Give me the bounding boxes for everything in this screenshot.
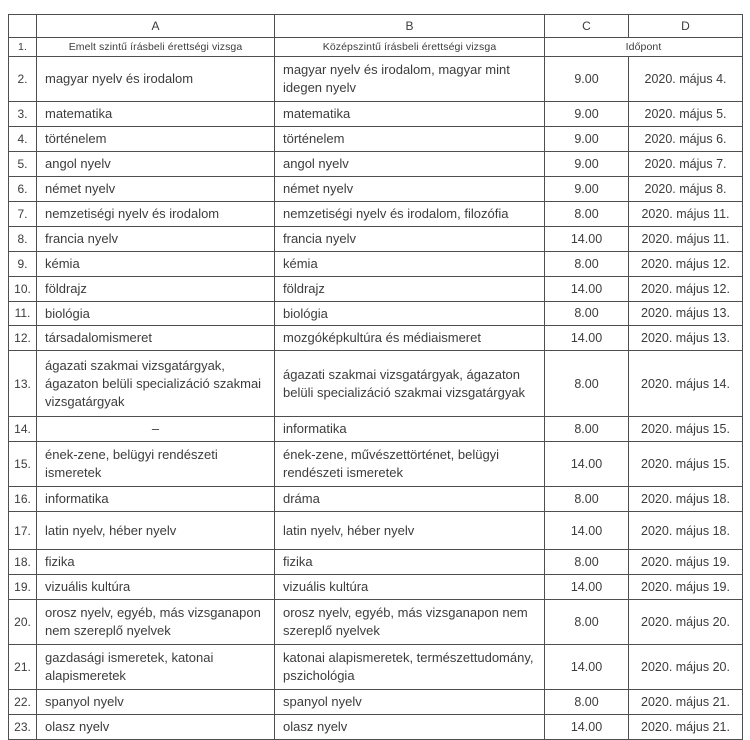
date-cell: 2020. május 4.	[629, 57, 743, 102]
time-cell: 14.00	[545, 512, 629, 550]
emelt-subject-cell: orosz nyelv, egyéb, más vizsganapon nem szereplő nyelvek	[37, 600, 275, 645]
exam-schedule-table	[8, 14, 743, 740]
date-cell: 2020. május 19.	[629, 550, 743, 575]
row-number: 20.	[9, 600, 37, 645]
kozep-subject-cell: fizika	[275, 550, 545, 575]
emelt-subject-cell: matematika	[37, 102, 275, 127]
date-cell: 2020. május 14.	[629, 351, 743, 417]
time-cell: 8.00	[545, 487, 629, 512]
table-row	[9, 326, 743, 351]
kozep-subject-cell: német nyelv	[275, 176, 545, 201]
column-letter-b: B	[275, 15, 545, 38]
row-number: 12.	[9, 326, 37, 351]
kozep-subject-cell: orosz nyelv, egyéb, más vizsganapon nem szereplő nyelvek	[275, 600, 545, 645]
emelt-subject-cell: ágazati szakmai vizsgatárgyak, ágazaton belüli specializáció szakmai vizsgatárgyak	[37, 351, 275, 417]
date-cell: 2020. május 12.	[629, 251, 743, 276]
kozep-subject-cell: matematika	[275, 102, 545, 127]
table-row	[9, 715, 743, 740]
emelt-subject-cell: biológia	[37, 301, 275, 326]
time-cell: 14.00	[545, 442, 629, 487]
kozep-subject-cell: ének-zene, művészettörténet, belügyi rendészeti ismeretek	[275, 442, 545, 487]
date-cell: 2020. május 13.	[629, 326, 743, 351]
row-number: 4.	[9, 126, 37, 151]
row-number: 18.	[9, 550, 37, 575]
date-cell: 2020. május 11.	[629, 201, 743, 226]
table-row	[9, 442, 743, 487]
table-row	[9, 176, 743, 201]
table-row	[9, 550, 743, 575]
time-cell: 9.00	[545, 151, 629, 176]
date-cell: 2020. május 15.	[629, 442, 743, 487]
emelt-subject-cell: kémia	[37, 251, 275, 276]
row-number: 15.	[9, 442, 37, 487]
emelt-subject-cell: társadalomismeret	[37, 326, 275, 351]
table-body	[9, 57, 743, 740]
row-number: 22.	[9, 690, 37, 715]
table-row	[9, 276, 743, 301]
kozep-subject-cell: informatika	[275, 417, 545, 442]
date-cell: 2020. május 5.	[629, 102, 743, 127]
row-number: 5.	[9, 151, 37, 176]
time-cell: 8.00	[545, 690, 629, 715]
row-number: 8.	[9, 226, 37, 251]
row-number: 6.	[9, 176, 37, 201]
kozep-subject-cell: történelem	[275, 126, 545, 151]
date-cell: 2020. május 18.	[629, 487, 743, 512]
row-number: 14.	[9, 417, 37, 442]
kozep-subject-cell: nemzetiségi nyelv és irodalom, filozófia	[275, 201, 545, 226]
table-row	[9, 251, 743, 276]
emelt-subject-cell: –	[37, 417, 275, 442]
time-cell: 8.00	[545, 201, 629, 226]
emelt-subject-cell: ének-zene, belügyi rendészeti ismeretek	[37, 442, 275, 487]
emelt-subject-cell: földrajz	[37, 276, 275, 301]
row-number: 9.	[9, 251, 37, 276]
time-cell: 14.00	[545, 226, 629, 251]
row-number: 10.	[9, 276, 37, 301]
emelt-subject-cell: angol nyelv	[37, 151, 275, 176]
emelt-subject-cell: vizuális kultúra	[37, 575, 275, 600]
table-row	[9, 690, 743, 715]
row-number: 2.	[9, 57, 37, 102]
time-cell: 14.00	[545, 276, 629, 301]
table-row	[9, 226, 743, 251]
header-idopont: Időpont	[545, 38, 743, 57]
table-row	[9, 57, 743, 102]
date-cell: 2020. május 21.	[629, 715, 743, 740]
column-letter-a: A	[37, 15, 275, 38]
date-cell: 2020. május 18.	[629, 512, 743, 550]
date-cell: 2020. május 19.	[629, 575, 743, 600]
row-number: 21.	[9, 645, 37, 690]
kozep-subject-cell: ágazati szakmai vizsgatárgyak, ágazaton belüli specializáció szakmai vizsgatárgyak	[275, 351, 545, 417]
time-cell: 9.00	[545, 102, 629, 127]
kozep-subject-cell: földrajz	[275, 276, 545, 301]
time-cell: 14.00	[545, 715, 629, 740]
column-letter-row	[9, 15, 743, 38]
column-letter-d: D	[629, 15, 743, 38]
time-cell: 8.00	[545, 301, 629, 326]
row-number: 17.	[9, 512, 37, 550]
kozep-subject-cell: dráma	[275, 487, 545, 512]
table-row	[9, 151, 743, 176]
header-emelt-szint: Emelt szintű írásbeli érettségi vizsga	[37, 38, 275, 57]
time-cell: 8.00	[545, 600, 629, 645]
emelt-subject-cell: olasz nyelv	[37, 715, 275, 740]
emelt-subject-cell: spanyol nyelv	[37, 690, 275, 715]
row-number: 11.	[9, 301, 37, 326]
corner-cell	[9, 15, 37, 38]
date-cell: 2020. május 12.	[629, 276, 743, 301]
row-number: 3.	[9, 102, 37, 127]
emelt-subject-cell: francia nyelv	[37, 226, 275, 251]
kozep-subject-cell: olasz nyelv	[275, 715, 545, 740]
time-cell: 9.00	[545, 176, 629, 201]
kozep-subject-cell: vizuális kultúra	[275, 575, 545, 600]
date-cell: 2020. május 7.	[629, 151, 743, 176]
exam-schedule-document	[8, 14, 743, 740]
emelt-subject-cell: magyar nyelv és irodalom	[37, 57, 275, 102]
date-cell: 2020. május 6.	[629, 126, 743, 151]
table-row	[9, 575, 743, 600]
date-cell: 2020. május 13.	[629, 301, 743, 326]
time-cell: 9.00	[545, 57, 629, 102]
table-row	[9, 351, 743, 417]
table-row	[9, 102, 743, 127]
row-number: 13.	[9, 351, 37, 417]
time-cell: 8.00	[545, 251, 629, 276]
time-cell: 14.00	[545, 326, 629, 351]
date-cell: 2020. május 21.	[629, 690, 743, 715]
column-letter-c: C	[545, 15, 629, 38]
kozep-subject-cell: mozgóképkultúra és médiaismeret	[275, 326, 545, 351]
date-cell: 2020. május 11.	[629, 226, 743, 251]
table-row	[9, 487, 743, 512]
emelt-subject-cell: gazdasági ismeretek, katonai alapismeretek	[37, 645, 275, 690]
kozep-subject-cell: biológia	[275, 301, 545, 326]
header-kozep-szint: Középszintű írásbeli érettségi vizsga	[275, 38, 545, 57]
emelt-subject-cell: informatika	[37, 487, 275, 512]
kozep-subject-cell: latin nyelv, héber nyelv	[275, 512, 545, 550]
row-number: 23.	[9, 715, 37, 740]
time-cell: 8.00	[545, 351, 629, 417]
row-number: 16.	[9, 487, 37, 512]
table-row	[9, 645, 743, 690]
emelt-subject-cell: német nyelv	[37, 176, 275, 201]
date-cell: 2020. május 20.	[629, 645, 743, 690]
date-cell: 2020. május 8.	[629, 176, 743, 201]
kozep-subject-cell: kémia	[275, 251, 545, 276]
header-row	[9, 38, 743, 57]
time-cell: 14.00	[545, 645, 629, 690]
emelt-subject-cell: történelem	[37, 126, 275, 151]
kozep-subject-cell: katonai alapismeretek, természettudomány, pszichológia	[275, 645, 545, 690]
row-number: 19.	[9, 575, 37, 600]
time-cell: 9.00	[545, 126, 629, 151]
time-cell: 8.00	[545, 417, 629, 442]
kozep-subject-cell: spanyol nyelv	[275, 690, 545, 715]
emelt-subject-cell: nemzetiségi nyelv és irodalom	[37, 201, 275, 226]
row-number: 7.	[9, 201, 37, 226]
kozep-subject-cell: francia nyelv	[275, 226, 545, 251]
header-row-number: 1.	[9, 38, 37, 57]
table-row	[9, 201, 743, 226]
time-cell: 14.00	[545, 575, 629, 600]
date-cell: 2020. május 15.	[629, 417, 743, 442]
time-cell: 8.00	[545, 550, 629, 575]
emelt-subject-cell: latin nyelv, héber nyelv	[37, 512, 275, 550]
date-cell: 2020. május 20.	[629, 600, 743, 645]
table-row	[9, 126, 743, 151]
kozep-subject-cell: magyar nyelv és irodalom, magyar mint idegen nyelv	[275, 57, 545, 102]
table-row	[9, 417, 743, 442]
table-row	[9, 600, 743, 645]
kozep-subject-cell: angol nyelv	[275, 151, 545, 176]
table-row	[9, 301, 743, 326]
emelt-subject-cell: fizika	[37, 550, 275, 575]
table-row	[9, 512, 743, 550]
